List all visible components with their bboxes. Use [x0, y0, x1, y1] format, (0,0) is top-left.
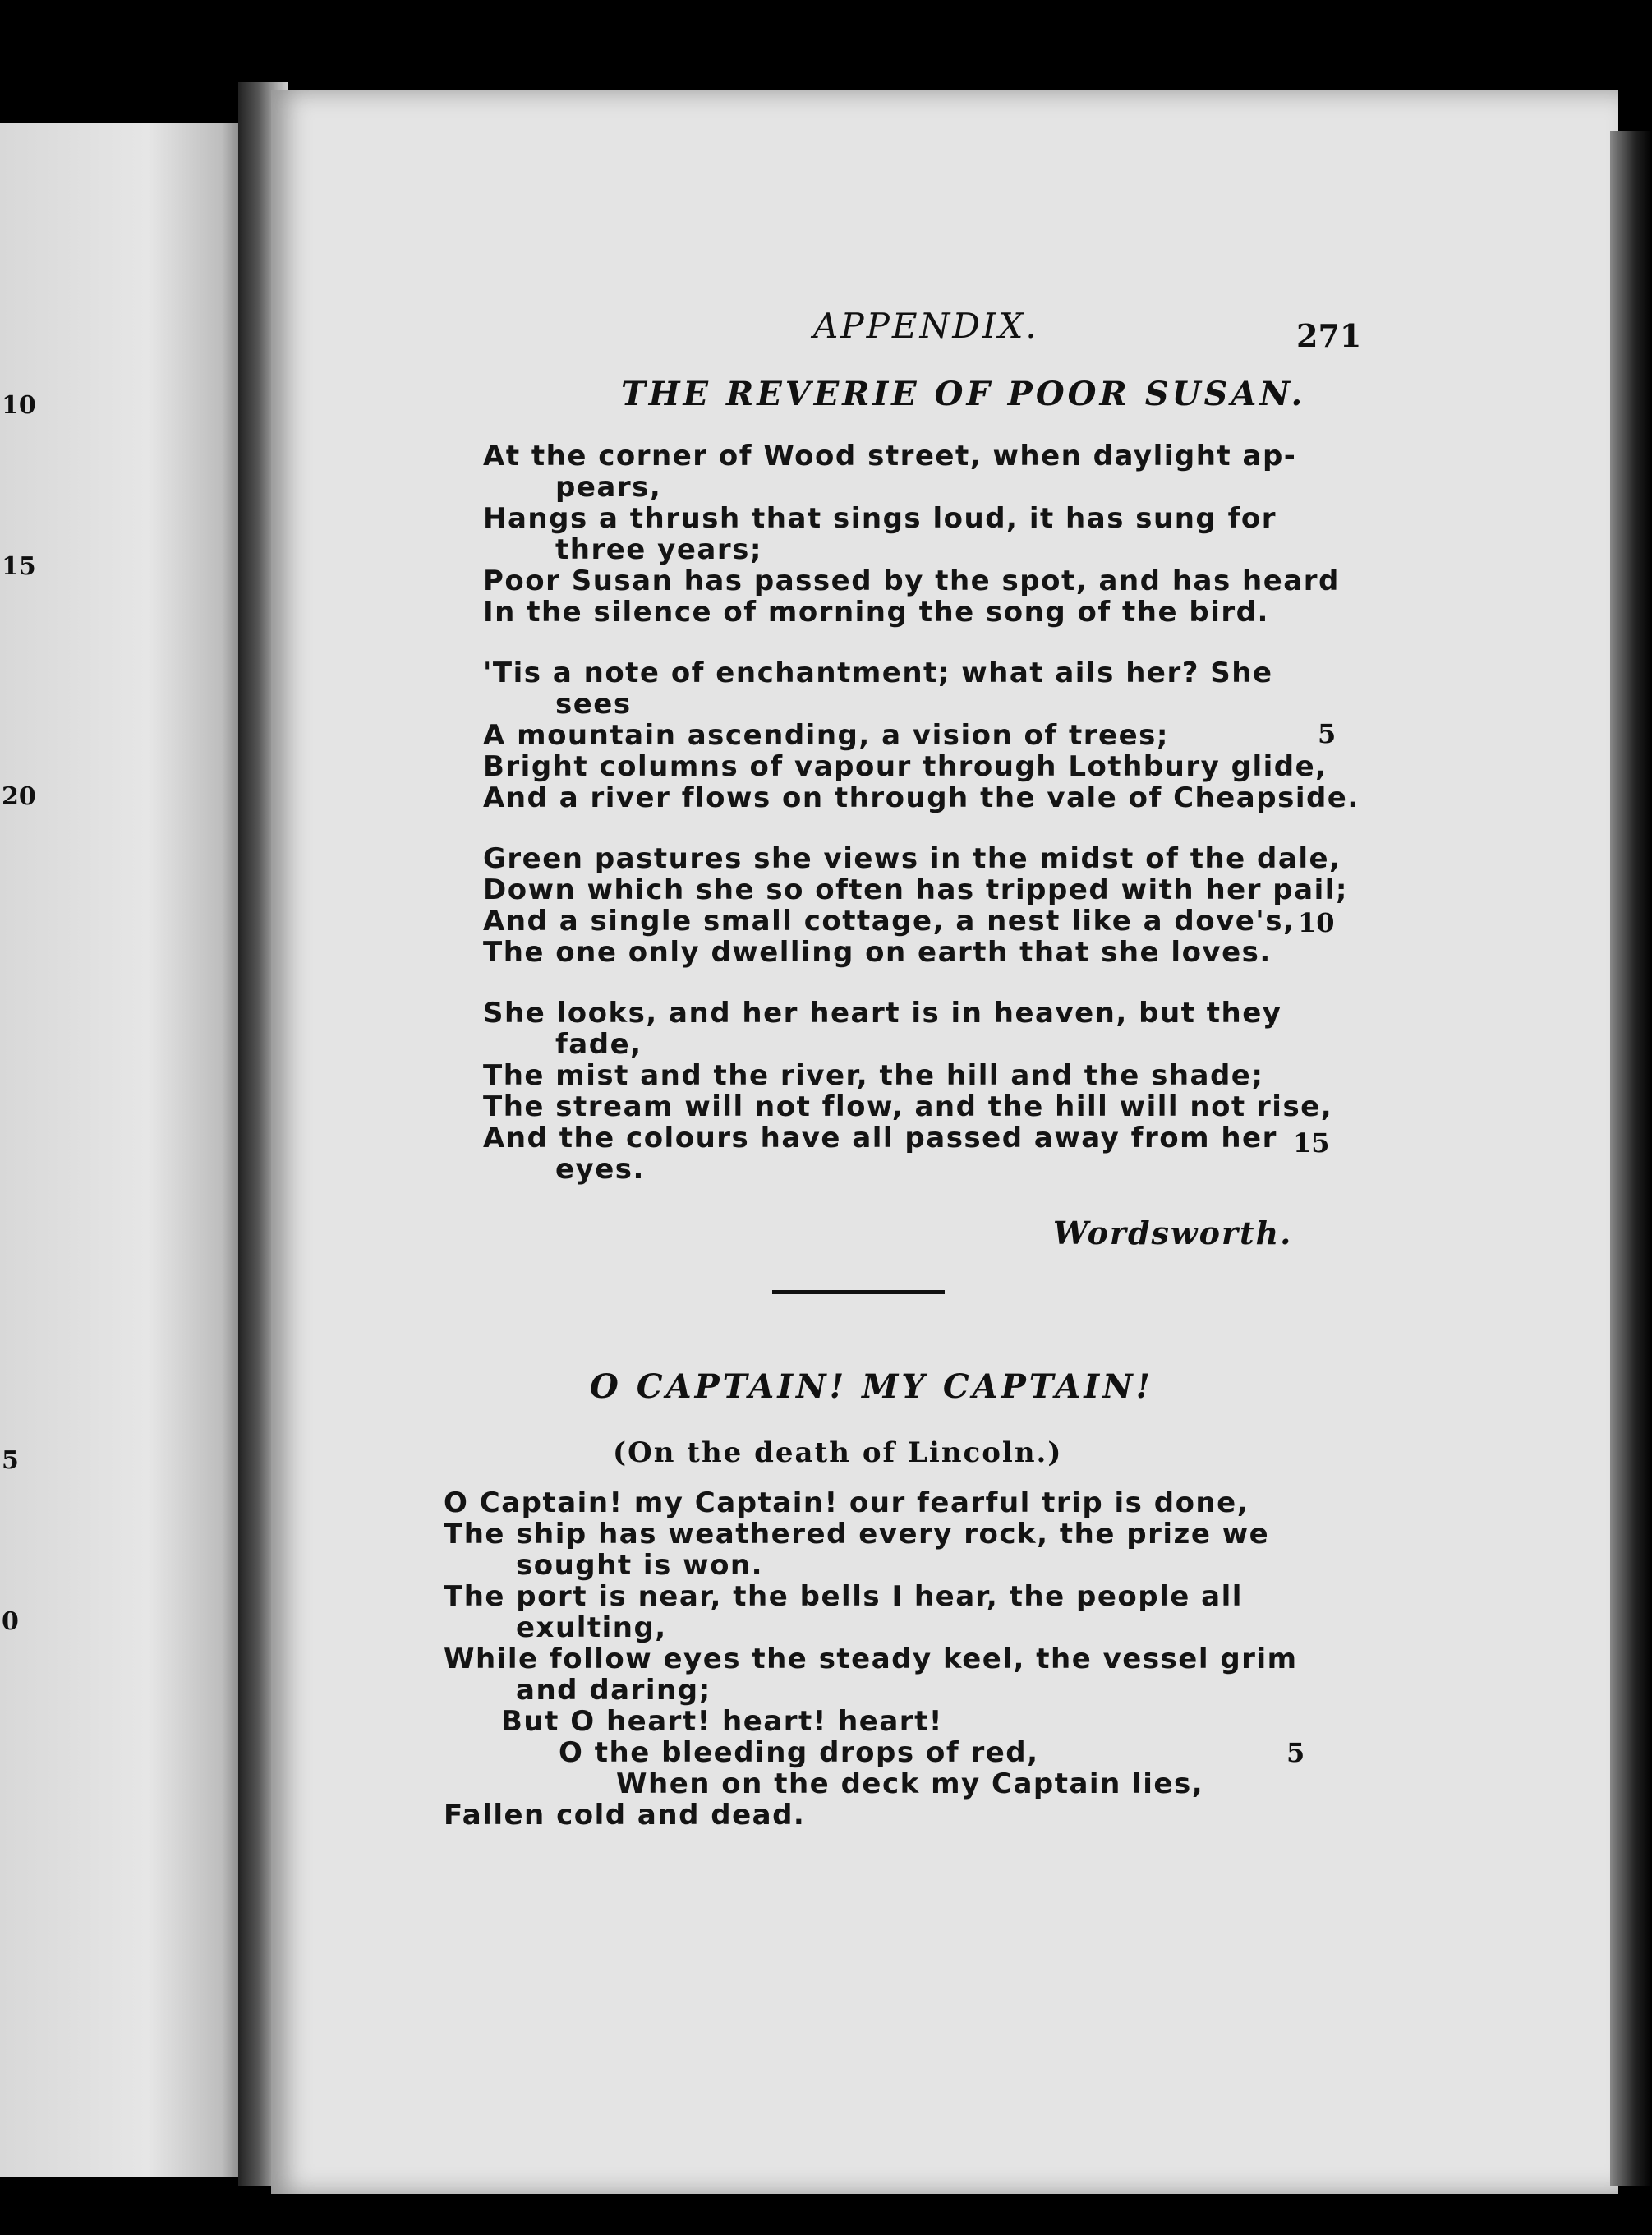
left-line-number: 20	[2, 782, 36, 811]
poem-line: At the corner of Wood street, when daylight ap-	[483, 440, 1297, 472]
poem-subtitle: (On the death of Lincoln.)	[613, 1436, 1063, 1469]
poem-author: Wordsworth.	[1053, 1214, 1293, 1251]
poem-line: And the colours have all passed away from her	[483, 1122, 1277, 1154]
poem-body	[483, 440, 1360, 1185]
poem-line: three years;	[555, 533, 762, 566]
left-line-number: 10	[2, 391, 36, 420]
poem-line: O Captain! my Captain! our fearful trip is done,	[444, 1486, 1249, 1519]
poem-line: pears,	[555, 471, 662, 504]
poem-line: While follow eyes the steady keel, the vessel grim	[444, 1643, 1298, 1675]
section-divider	[772, 1290, 945, 1294]
stanza-gap	[483, 968, 1360, 998]
poem-line: Hangs a thrush that sings loud, it has sung for	[483, 502, 1277, 535]
poem-line: O the bleeding drops of red,	[559, 1736, 1039, 1769]
poem-line: sees	[555, 688, 632, 721]
poem-line: The port is near, the bells I hear, the people all	[444, 1580, 1243, 1613]
poem-line: And a river flows on through the vale of Cheapside.	[483, 781, 1360, 814]
left-line-number: 15	[2, 552, 36, 581]
poem-body	[444, 1487, 1298, 1831]
left-line-number: 5	[2, 1446, 19, 1475]
line-number: 15	[1293, 1127, 1330, 1159]
page-edge	[1610, 131, 1652, 2186]
stanza-gap	[483, 628, 1360, 657]
poem-line: The mist and the river, the hill and the shade;	[483, 1059, 1264, 1092]
poem-line: Green pastures she views in the midst of the dale,	[483, 842, 1341, 875]
poem-line: The stream will not flow, and the hill will not rise,	[483, 1090, 1333, 1123]
poem-line: But O heart! heart! heart!	[501, 1705, 943, 1738]
poem-line: When on the deck my Captain lies,	[616, 1767, 1204, 1800]
poem-line: and daring;	[516, 1674, 711, 1707]
poem-line: fade,	[555, 1028, 642, 1061]
line-number: 5	[1318, 718, 1337, 749]
line-number: 10	[1298, 907, 1335, 938]
poem-line: eyes.	[555, 1153, 645, 1186]
poem-line: exulting,	[516, 1611, 667, 1644]
poem-title: O CAPTAIN! MY CAPTAIN!	[590, 1367, 1154, 1406]
page-number: 271	[1296, 317, 1362, 354]
poem-line: Bright columns of vapour through Lothbury glide,	[483, 750, 1328, 783]
poem-line: She looks, and her heart is in heaven, but they	[483, 997, 1282, 1030]
poem-line: Fallen cold and dead.	[444, 1799, 806, 1832]
poem-line: Down which she so often has tripped with her pail;	[483, 873, 1348, 906]
left-facing-page	[0, 123, 246, 2177]
stanza-gap	[483, 813, 1360, 843]
poem-line: 'Tis a note of enchantment; what ails her? She	[483, 657, 1273, 689]
poem-title: THE REVERIE OF POOR SUSAN.	[621, 375, 1306, 413]
poem-line: In the silence of morning the song of the bird.	[483, 596, 1269, 629]
line-number: 5	[1286, 1737, 1305, 1768]
left-line-number: 0	[2, 1607, 19, 1636]
running-head: APPENDIX.	[813, 306, 1039, 346]
poem-line: And a single small cottage, a nest like a dove's,	[483, 905, 1295, 938]
poem-line: A mountain ascending, a vision of trees;	[483, 719, 1169, 752]
poem-line: Poor Susan has passed by the spot, and has heard	[483, 565, 1340, 597]
poem-line: The one only dwelling on earth that she loves.	[483, 936, 1272, 969]
poem-line: sought is won.	[516, 1549, 764, 1582]
poem-line: The ship has weathered every rock, the prize we	[444, 1518, 1270, 1551]
